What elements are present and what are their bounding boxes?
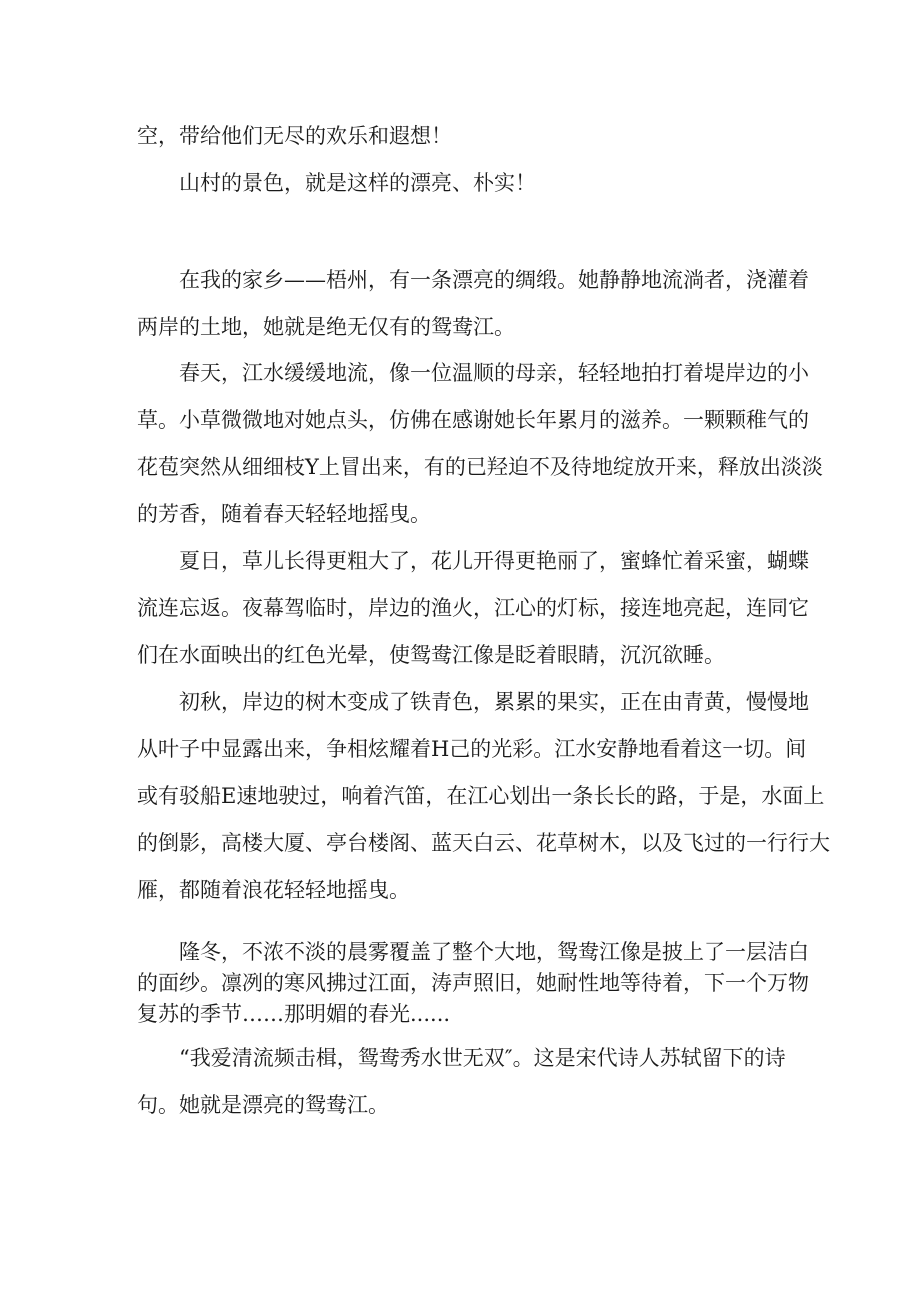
paragraph-line: 流连忘返。夜幕驾临时，岸边的渔火，江心的灯标，接连地亮起，连同它 [137,596,809,620]
paragraph-3 [137,257,809,351]
paragraph-summer [137,538,809,679]
paragraph-line: “我爱清流频击楫，鸳鸯秀水世无双″。这是宋代诗人苏轼留下的诗 [179,1046,786,1070]
paragraph-line: 两岸的土地，她就是绝无仅有的鸳鸯江。 [137,315,515,339]
paragraph-line: 的倒影，高楼大厦、亭台楼阁、蓝天白云、花草树木，以及飞过的一行行大 [137,831,830,855]
paragraph-poem [137,1035,787,1129]
paragraph-line: 句。她就是漂亮的鸳鸯江。 [137,1093,389,1117]
paragraph-line: 的面纱。凛冽的寒风拂过江面，涛声照旧，她耐性地等待着，下一个万物 [137,971,809,995]
paragraph-line: 初秋，岸边的树木变成了铁青色，累累的果实，正在由青黄，慢慢地 [179,690,809,714]
paragraph-line: 夏日，草儿长得更粗大了，花儿开得更艳丽了，蜜蜂忙着采蜜，蝴蝶 [179,549,809,573]
paragraph-line: 山村的景色，就是这样的漂亮、朴实！ [179,171,536,195]
paragraph-line: 或有驳船E速地驶过，响着汽笛，在江心划出一条长长的路，于是，水面上 [137,784,825,808]
paragraph-1 [137,113,787,160]
paragraph-2 [137,160,787,207]
paragraph-line: 隆冬，不浓不淡的晨雾覆盖了整个大地，鸳鸯江像是披上了一层洁白 [179,940,809,964]
paragraph-line: 在我的家乡——梧州，有一条漂亮的绸缎。她静静地流淌者，浇灌着 [179,268,809,292]
paragraph-line: 从叶子中显露出来，争相炫耀着H己的光彩。江水安静地看着这一切。间 [137,737,807,761]
paragraph-line: 复苏的季节……那明媚的春光...... [137,1002,451,1026]
paragraph-line: 空，带给他们无尽的欢乐和遐想！ [137,124,452,148]
paragraph-line: 雁，都随着浪花轻轻地摇曳。 [137,878,410,902]
paragraph-line: 的芳香，随着春天轻轻地摇曳。 [137,502,431,526]
paragraph-line: 花苞突然从细细枝Y上冒出来，有的已羟迫不及待地绽放开来，释放出淡淡 [137,455,823,479]
paragraph-line: 草。小草微微地对她点头，仿佛在感谢她长年累月的滋养。一颗颗稚气的 [137,408,809,432]
paragraph-autumn [137,679,830,914]
paragraph-line: 们在水面映出的红色光晕，使鸳鸯江像是眨着眼睛，沉沉欲睡。 [137,643,725,667]
paragraph-spring [137,350,823,538]
paragraph-line: 春天，江水缓缓地流，像一位温顺的母亲，轻轻地拍打着堤岸边的小 [179,361,809,385]
paragraph-winter [137,937,809,1030]
